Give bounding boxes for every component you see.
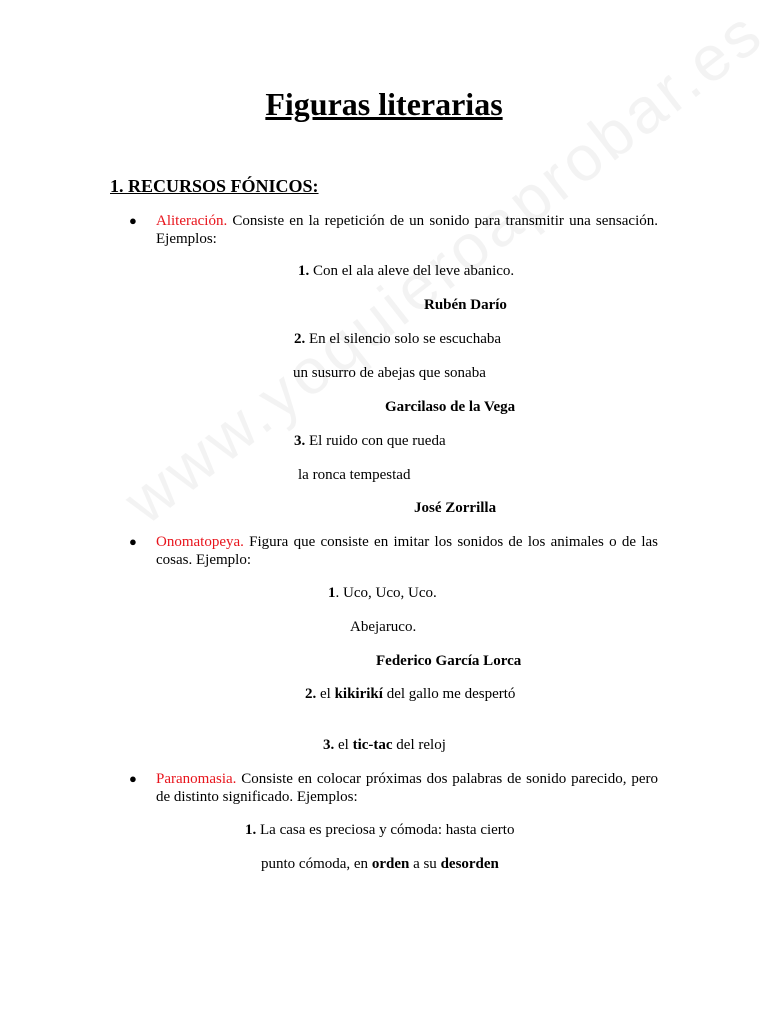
definition-body: Consiste en colocar próximas dos palabras de sonido parecido, pero de distinto significado. Ejemplos:	[156, 771, 658, 805]
example-highlight: tic-tac	[352, 737, 393, 753]
example-text: del gallo me despertó	[382, 686, 516, 702]
author-name: Garcilaso de la Vega	[385, 399, 516, 415]
example-text: del reloj	[392, 737, 446, 753]
example-number: 1	[328, 585, 336, 601]
example-line	[328, 584, 437, 602]
example-text: a su	[409, 856, 441, 872]
example-author	[414, 499, 496, 517]
definition-text	[156, 533, 658, 569]
example-number: 1.	[298, 263, 310, 279]
example-author	[424, 296, 507, 314]
definition-body: Figura que consiste en imitar los sonidos de los animales o de las cosas. Ejemplo:	[156, 534, 658, 568]
bullet-icon: ●	[129, 213, 137, 228]
example-text: La casa es preciosa y cómoda: hasta cierto	[256, 822, 515, 838]
example-highlight: kikirikí	[334, 686, 383, 702]
example-number: 2.	[305, 686, 317, 702]
example-line	[245, 821, 514, 839]
example-text: Con el ala aleve del leve abanico.	[309, 263, 515, 279]
definition-body: Consiste en la repetición de un sonido para transmitir una sensación. Ejemplos:	[156, 213, 658, 247]
example-line	[294, 330, 501, 348]
section-heading: 1. RECURSOS FÓNICOS:	[110, 176, 319, 196]
term-label: Paranomasia.	[156, 771, 237, 787]
term-label: Onomatopeya.	[156, 534, 244, 550]
example-number: 3.	[294, 433, 306, 449]
example-number: 3.	[323, 737, 335, 753]
list-item-paranomasia	[130, 770, 658, 806]
example-highlight: desorden	[440, 856, 499, 872]
definition-text	[156, 212, 658, 248]
example-line: la ronca tempestad	[298, 467, 411, 483]
bullet-icon: ●	[129, 771, 137, 786]
example-number: 2.	[294, 331, 306, 347]
example-text: el	[316, 686, 335, 702]
author-name: José Zorrilla	[414, 500, 497, 516]
example-line: Abejaruco.	[350, 619, 417, 635]
example-text: punto cómoda, en	[261, 856, 372, 872]
example-text: . Uco, Uco, Uco.	[335, 585, 437, 601]
example-line	[298, 262, 514, 280]
author-name: Federico García Lorca	[376, 653, 522, 669]
bullet-icon: ●	[129, 534, 137, 549]
example-highlight: orden	[371, 856, 410, 872]
example-line	[323, 736, 446, 754]
example-number: 1.	[245, 822, 257, 838]
list-item-aliteracion	[130, 212, 658, 248]
example-text: El ruido con que rueda	[305, 433, 446, 449]
definition-text	[156, 770, 658, 806]
example-line	[261, 855, 499, 873]
term-label: Aliteración.	[156, 213, 228, 229]
author-name: Rubén Darío	[424, 297, 507, 313]
page-title: Figuras literarias	[265, 86, 503, 122]
example-line	[305, 685, 515, 703]
example-author	[385, 398, 515, 416]
example-line	[294, 432, 446, 450]
example-line: un susurro de abejas que sonaba	[293, 365, 486, 381]
list-item-onomatopeya	[130, 533, 658, 569]
example-text: En el silencio solo se escuchaba	[305, 331, 502, 347]
example-text: el	[334, 737, 353, 753]
example-author	[376, 652, 521, 670]
